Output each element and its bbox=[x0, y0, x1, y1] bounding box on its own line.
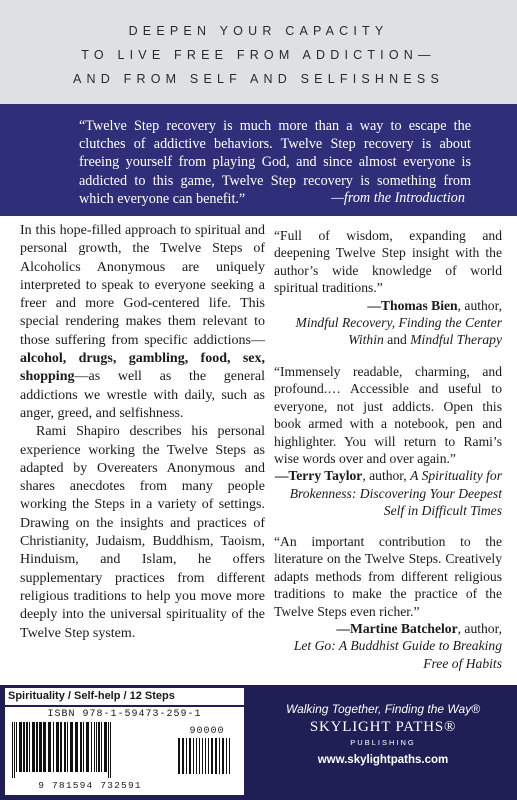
barcode-bar bbox=[56, 722, 59, 772]
barcode-addon-bar bbox=[222, 738, 224, 774]
barcode-addon-bar bbox=[199, 738, 200, 774]
barcode-addon-bar bbox=[178, 738, 180, 774]
endorsement-quote: “An important contribution to the literature on the Twelve Steps. Creatively adapts methods from different religious traditions to make the practice of the Twelve Steps even richer.” bbox=[274, 534, 502, 619]
barcode-bar bbox=[75, 722, 78, 772]
barcode-addon-bar bbox=[211, 738, 213, 774]
barcode-addon-bar bbox=[226, 738, 227, 774]
endorser-name: —Martine Batchelor bbox=[336, 621, 458, 637]
endorsement-quote: “Full of wisdom, expanding and deepening Twelve Step insight with the author’s wide knowledge of world spiritual traditions.” bbox=[274, 228, 502, 296]
barcode-bar bbox=[36, 722, 38, 772]
endorser-book: Let Go: A Buddhist Guide to Breaking Free of Habits bbox=[293, 638, 502, 671]
barcode-addon-bar bbox=[202, 738, 203, 774]
barcode-bar bbox=[14, 722, 15, 778]
endorser-book: Mindful Therapy bbox=[410, 332, 502, 348]
addiction-keywords: alcohol, drugs, gambling, food, sex, shopping bbox=[20, 351, 265, 385]
publisher-subtitle: PUBLISHING bbox=[350, 738, 416, 747]
barcode-addon-bar bbox=[229, 738, 230, 774]
barcode-bar bbox=[64, 722, 66, 772]
barcode-addon-bar bbox=[196, 738, 197, 774]
category-label: Spirituality / Self-help / 12 Steps bbox=[5, 688, 244, 705]
barcode-bar bbox=[94, 722, 95, 772]
barcode-bar bbox=[70, 722, 73, 772]
barcode-bar bbox=[26, 722, 28, 772]
endorsement-quote: “Immensely readable, charming, and profound.… Accessible and useful to everyone, not just addicts. Open this book armed with a notebook, pen and highlighter. You will return to Rami’s wise words over and over again.” bbox=[274, 364, 502, 467]
endorser-role: , author, bbox=[362, 468, 407, 484]
barcode-digits: 9 781594 732591 bbox=[38, 780, 142, 791]
barcode-bar bbox=[104, 722, 107, 772]
barcode-bar bbox=[110, 722, 111, 778]
endorsement-3 bbox=[274, 533, 502, 672]
barcode-bar bbox=[48, 722, 51, 772]
endorsement-2 bbox=[274, 363, 502, 520]
barcode-bar bbox=[60, 722, 62, 772]
publisher-tagline: Walking Together, Finding the Way® bbox=[285, 702, 481, 716]
barcode-bar bbox=[43, 722, 46, 772]
barcode-addon-bar bbox=[186, 738, 187, 774]
barcode-bar bbox=[108, 722, 109, 778]
barcode-bar bbox=[91, 722, 92, 772]
barcode-bar bbox=[101, 722, 102, 772]
endorsement-attribution bbox=[274, 620, 502, 672]
barcode-bar bbox=[98, 722, 100, 772]
description-text: In this hope-filled approach to spiritual and personal growth, the Twelve Steps of Alcoholics Anonymous are uniquely interpreted to speak to everyone seeking a freer and more God-centered life. This special rendering makes them relevant to those suffering from specific addictions— bbox=[20, 223, 265, 348]
barcode-addon-bar bbox=[215, 738, 217, 774]
barcode-bar bbox=[86, 722, 89, 772]
barcode-bar bbox=[80, 722, 82, 772]
barcode-addon-bar bbox=[193, 738, 194, 774]
endorser-role: , author, bbox=[457, 297, 502, 313]
barcode-bar bbox=[67, 722, 68, 772]
description-paragraph-1 bbox=[20, 222, 265, 423]
endorsement-1 bbox=[274, 227, 502, 349]
barcode-bar bbox=[19, 722, 22, 772]
barcode-bar bbox=[32, 722, 35, 772]
endorsement-attribution bbox=[274, 467, 502, 519]
endorser-role: , author, bbox=[457, 621, 502, 637]
barcode-bar bbox=[23, 722, 25, 772]
header-line-2: TO LIVE FREE FROM ADDICTION— bbox=[81, 48, 436, 62]
description-text: —as well as the general addictions we wrestle with daily, such as anger, greed, and selfishness. bbox=[20, 369, 265, 421]
description bbox=[20, 222, 265, 643]
endorser-name: —Thomas Bien bbox=[367, 297, 458, 313]
barcode-addon-bar bbox=[205, 738, 206, 774]
barcode-addon-bar bbox=[182, 738, 184, 774]
header-line-1: DEEPEN YOUR CAPACITY bbox=[128, 24, 389, 38]
barcode-bar bbox=[96, 722, 97, 772]
barcode-addon-bar bbox=[208, 738, 209, 774]
barcode-bar bbox=[83, 722, 84, 772]
endorser-connector: and bbox=[383, 332, 411, 348]
publisher-url: www.skylightpaths.com bbox=[317, 754, 449, 766]
intro-quote: “Twelve Step recovery is much more than a way to escape the clutches of addictive behaviors. Twelve Step recovery is about freeing yourself from playing God, and since almost everyone is addicted to this game, Twelve Step recovery is something from which everyone can benefit.” bbox=[79, 118, 471, 207]
price-code: 90000 bbox=[189, 726, 225, 737]
intro-quote-attribution: —from the Introduction bbox=[331, 190, 465, 206]
publisher-logo: SKYLIGHT PATHS® bbox=[309, 719, 457, 735]
barcode-addon-bar bbox=[189, 738, 191, 774]
barcode-bar bbox=[39, 722, 42, 772]
endorser-name: —Terry Taylor bbox=[274, 468, 363, 484]
barcode-bar bbox=[29, 722, 30, 772]
endorsement-attribution bbox=[274, 297, 502, 349]
endorser-book: A Spirituality for Brokenness: Discovering Your Deepest Self in Difficult Times bbox=[289, 468, 502, 519]
endorser-book: Mindful Recovery, Finding the Center Within bbox=[295, 315, 502, 348]
barcode-bar bbox=[12, 722, 13, 778]
barcode-addon-bar bbox=[219, 738, 220, 774]
barcode-bar bbox=[16, 722, 17, 772]
description-paragraph-2: Rami Shapiro describes his personal experience working the Twelve Steps as adapted by Overeaters Anonymous and shares anecdotes from many people working the Steps in a variety of settings. Drawing on the insights and practices of Christianity, Judaism, Buddhism, Taoism, Hinduism, and Islam, he offers supplementary practices from different religious traditions to help you move more deeply into the universal spirituality of the Twelve Step system. bbox=[20, 424, 265, 641]
isbn: ISBN 978-1-59473-259-1 bbox=[47, 709, 202, 720]
barcode-bar bbox=[53, 722, 54, 772]
header-line-3: AND FROM SELF AND SELFISHNESS bbox=[73, 72, 444, 86]
